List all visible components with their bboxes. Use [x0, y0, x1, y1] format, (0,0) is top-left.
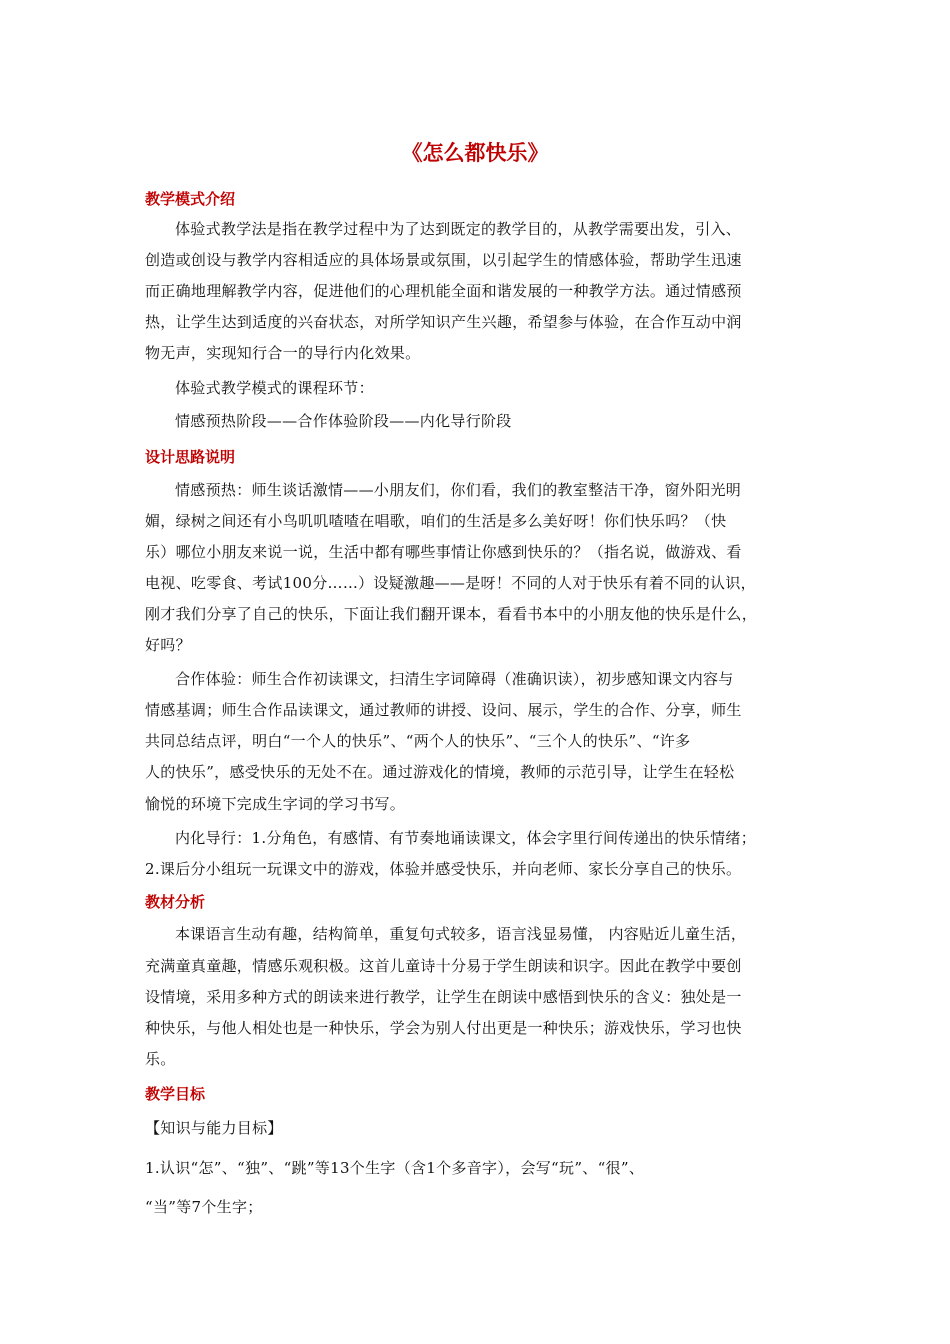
goal-subheading: 【知识与能力目标】 [145, 1119, 283, 1137]
document-title: 《怎么都快乐》 [401, 141, 549, 165]
paragraph-line: 刚才我们分享了自己的快乐，下面让我们翻开课本，看看书本中的小朋友他的快乐是什么， [145, 605, 758, 623]
paragraph-line: 创造或创设与教学内容相适应的具体场景或氛围，以引起学生的情感体验，帮助学生迅速 [145, 251, 742, 269]
paragraph-line: 乐。 [145, 1050, 176, 1068]
paragraph-line: 乐）哪位小朋友来说一说，生活中都有哪些事情让你感到快乐的？（指名说，做游戏、看 [145, 543, 742, 561]
paragraph-line: 本课语言生动有趣，结构简单，重复句式较多，语言浅显易懂， 内容贴近儿童生活， [175, 925, 747, 943]
paragraph-line: 2.课后分小组玩一玩课文中的游戏，体验并感受快乐，并向老师、家长分享自己的快乐。 [145, 860, 742, 878]
paragraph-line: 共同总结点评，明白“一个人的快乐”、“两个人的快乐”、“三个人的快乐”、“许多 [145, 732, 691, 750]
paragraph-line: 1.认识“怎”、“独”、“跳”等13个生字（含1个多音字），会写“玩”、“很”、 [145, 1159, 645, 1177]
paragraph-line: 体验式教学模式的课程环节： [175, 379, 374, 397]
paragraph-line: 热，让学生达到适度的兴奋状态，对所学知识产生兴趣，希望参与体验，在合作互动中润 [145, 313, 742, 331]
paragraph-line: 内化导行：1.分角色，有感情、有节奏地诵读课文，体会字里行间传递出的快乐情绪； [175, 829, 757, 847]
paragraph-line: 好吗？ [145, 636, 191, 654]
paragraph-line: 体验式教学法是指在教学过程中为了达到既定的教学目的，从教学需要出发，引入、 [175, 220, 742, 238]
heading-material-analysis: 教材分析 [145, 893, 206, 911]
heading-teaching-goals: 教学目标 [145, 1085, 206, 1103]
paragraph-line: 设情境，采用多种方式的朗读来进行教学，让学生在朗读中感悟到快乐的含义：独处是一 [145, 988, 742, 1006]
paragraph-line: 种快乐，与他人相处也是一种快乐，学会为别人付出更是一种快乐；游戏快乐，学习也快 [145, 1019, 742, 1037]
paragraph-line: 而正确地理解教学内容，促进他们的心理机能全面和谐发展的一种教学方法。通过情感预 [145, 282, 742, 300]
paragraph-line: 电视、吃零食、考试100分……）设疑激趣——是呀！不同的人对于快乐有着不同的认识， [145, 574, 756, 592]
paragraph-line: 充满童真童趣，情感乐观积极。这首儿童诗十分易于学生朗读和识字。因此在教学中要创 [145, 957, 742, 975]
paragraph-line: “当”等7个生字； [145, 1198, 263, 1216]
heading-teaching-mode: 教学模式介绍 [145, 190, 236, 208]
paragraph-line: 媚，绿树之间还有小鸟叽叽喳喳在唱歌，咱们的生活是多么美好呀！你们快乐吗？（快 [145, 512, 727, 530]
heading-design-idea: 设计思路说明 [145, 448, 236, 466]
paragraph-line: 情感基调；师生合作品读课文，通过教师的讲授、设问、展示，学生的合作、分享，师生 [145, 701, 742, 719]
paragraph-line: 合作体验：师生合作初读课文，扫清生字词障碍（准确识读），初步感知课文内容与 [175, 670, 734, 688]
paragraph-line: 愉悦的环境下完成生字词的学习书写。 [145, 795, 406, 813]
paragraph-line: 情感预热：师生谈话激情——小朋友们，你们看，我们的教室整洁干净，窗外阳光明 [175, 481, 742, 499]
paragraph-line: 人的快乐”，感受快乐的无处不在。通过游戏化的情境，教师的示范引导，让学生在轻松 [145, 763, 735, 781]
paragraph-line: 情感预热阶段——合作体验阶段——内化导行阶段 [175, 412, 512, 430]
paragraph-line: 物无声，实现知行合一的导行内化效果。 [145, 344, 421, 362]
